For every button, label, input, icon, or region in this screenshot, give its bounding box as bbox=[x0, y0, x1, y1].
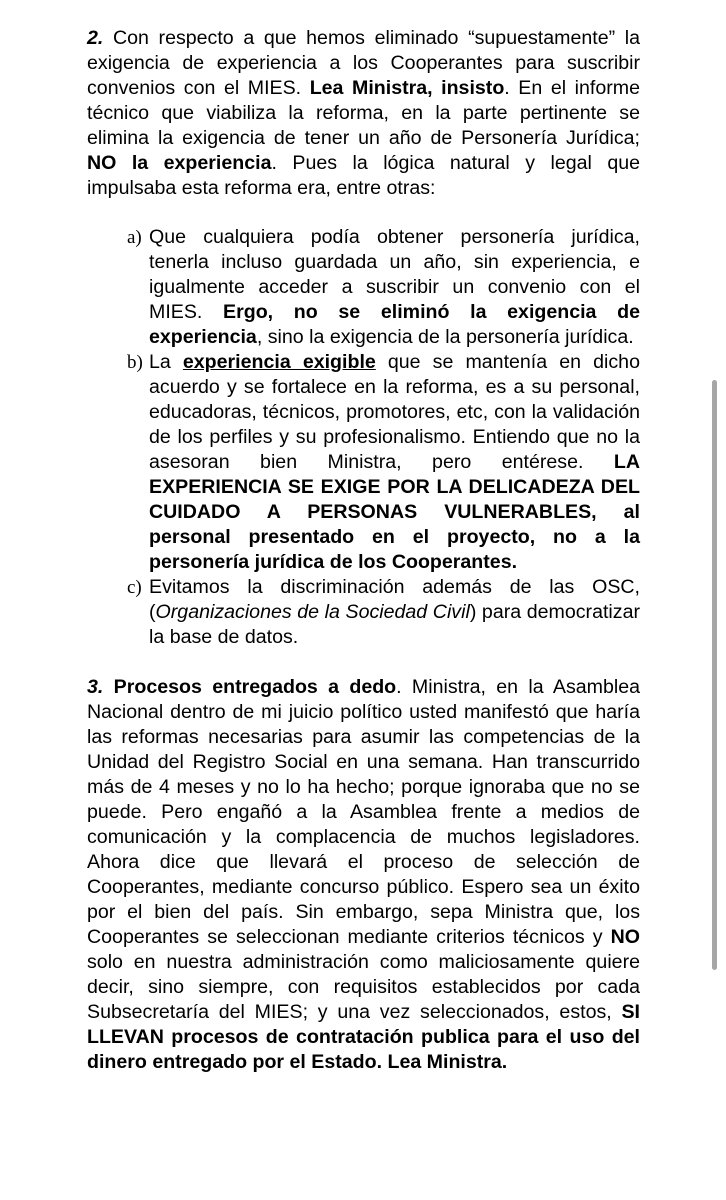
list-item-c-text: Evitamos la discriminación además de las OSC, ( bbox=[149, 576, 640, 623]
section-2-bold-experiencia: NO la experiencia bbox=[87, 152, 272, 174]
list-item-b-text: La bbox=[149, 351, 183, 373]
section-2-text: Con respecto a que hemos eliminado “supuestamente” la exigencia de experiencia a los Cooperantes para suscribir convenios con el MIES. bbox=[87, 27, 640, 99]
section-3-text: . Ministra, en la Asamblea Nacional dentro de mi juicio político usted manifestó que haría las reformas necesarias para asumir las competencias de la Unidad del Registro Social en una semana. Han transcurrido más de 4 meses y no lo ha hecho; porque ignoraba que no se puede. Pero engañó a la Asamblea frente a medios de comunicación y la complacencia de muchos legisladores. Ahora dice que llevará el proceso de selección de Cooperantes, mediante concurso público. Espero sea un éxito por el bien del país. Sin embargo, sepa Ministra que, los Cooperantes se seleccionan mediante criterios técnicos y bbox=[87, 676, 640, 948]
list-item-c-italic: Organizaciones de la Sociedad Civil bbox=[155, 601, 470, 623]
list-item-a-text: Que cualquiera podía obtener personería jurídica, tenerla incluso guardada un año, sin experiencia, e igualmente acceder a suscribir un convenio con el MIES. bbox=[149, 226, 640, 323]
list-item-text bbox=[149, 350, 640, 575]
section-2-bold-insisto: Lea Ministra, insisto bbox=[309, 77, 505, 99]
list-item-b-bold: LA EXPERIENCIA SE EXIGE POR LA DELICADEZA DEL CUIDADO A PERSONAS VULNERABLES, al personal presentado en el proyecto, no a la personería jurídica de los Cooperantes. bbox=[149, 451, 640, 573]
sub-list bbox=[127, 225, 640, 650]
list-item-text bbox=[149, 225, 640, 350]
list-marker: c) bbox=[127, 577, 142, 598]
section-3-bold-no: NO bbox=[610, 926, 640, 948]
list-item-a bbox=[127, 225, 640, 350]
section-3-bold-closing: SI LLEVAN procesos de contratación publica para el uso del dinero entregado por el Estado. Lea Ministra. bbox=[87, 1001, 640, 1073]
list-item-text bbox=[149, 575, 640, 650]
list-item-b-underlined-bold: experiencia exigible bbox=[182, 351, 376, 373]
list-item-b-text-mid: que se mantenía en dicho acuerdo y se fortalece en la reforma, es a su personal, educadoras, técnicos, promotores, etc, con la validación de los perfiles y su profesionalismo. Entiendo que no la asesoran bien Ministra, pero entérese. bbox=[149, 351, 640, 473]
document-page bbox=[87, 26, 640, 1075]
spacer bbox=[87, 201, 640, 225]
spacer bbox=[87, 650, 640, 675]
section-2-text: . Pues la lógica natural y legal que impulsaba esta reforma era, entre otras: bbox=[87, 152, 641, 199]
section-3-title: Procesos entregados a dedo bbox=[103, 676, 397, 698]
section-3-text: solo en nuestra administración como maliciosamente quiere decir, sino siempre, con requisitos establecidos por cada Subsecretaría del MIES; y una vez seleccionados, estos, bbox=[87, 951, 640, 1023]
list-item-c-text-end: ) para democratizar la base de datos. bbox=[149, 601, 640, 648]
scrollbar-thumb[interactable] bbox=[712, 380, 717, 970]
section-2-text: . En el informe técnico que viabiliza la reforma, en la parte pertinente se elimina la exigencia de tener un año de Personería Jurídica; bbox=[87, 77, 640, 149]
section-2-paragraph bbox=[87, 26, 640, 201]
section-3-number: 3. bbox=[87, 676, 104, 698]
list-item-a-bold: Ergo, no se eliminó la exigencia de experiencia bbox=[149, 301, 640, 348]
list-item-c bbox=[127, 575, 640, 650]
list-marker: b) bbox=[127, 352, 143, 373]
list-item-b bbox=[127, 350, 640, 575]
section-2-number: 2. bbox=[87, 27, 104, 49]
list-item-a-text-end: , sino la exigencia de la personería jurídica. bbox=[256, 326, 634, 348]
section-3-paragraph bbox=[87, 675, 640, 1075]
list-marker: a) bbox=[127, 227, 142, 248]
